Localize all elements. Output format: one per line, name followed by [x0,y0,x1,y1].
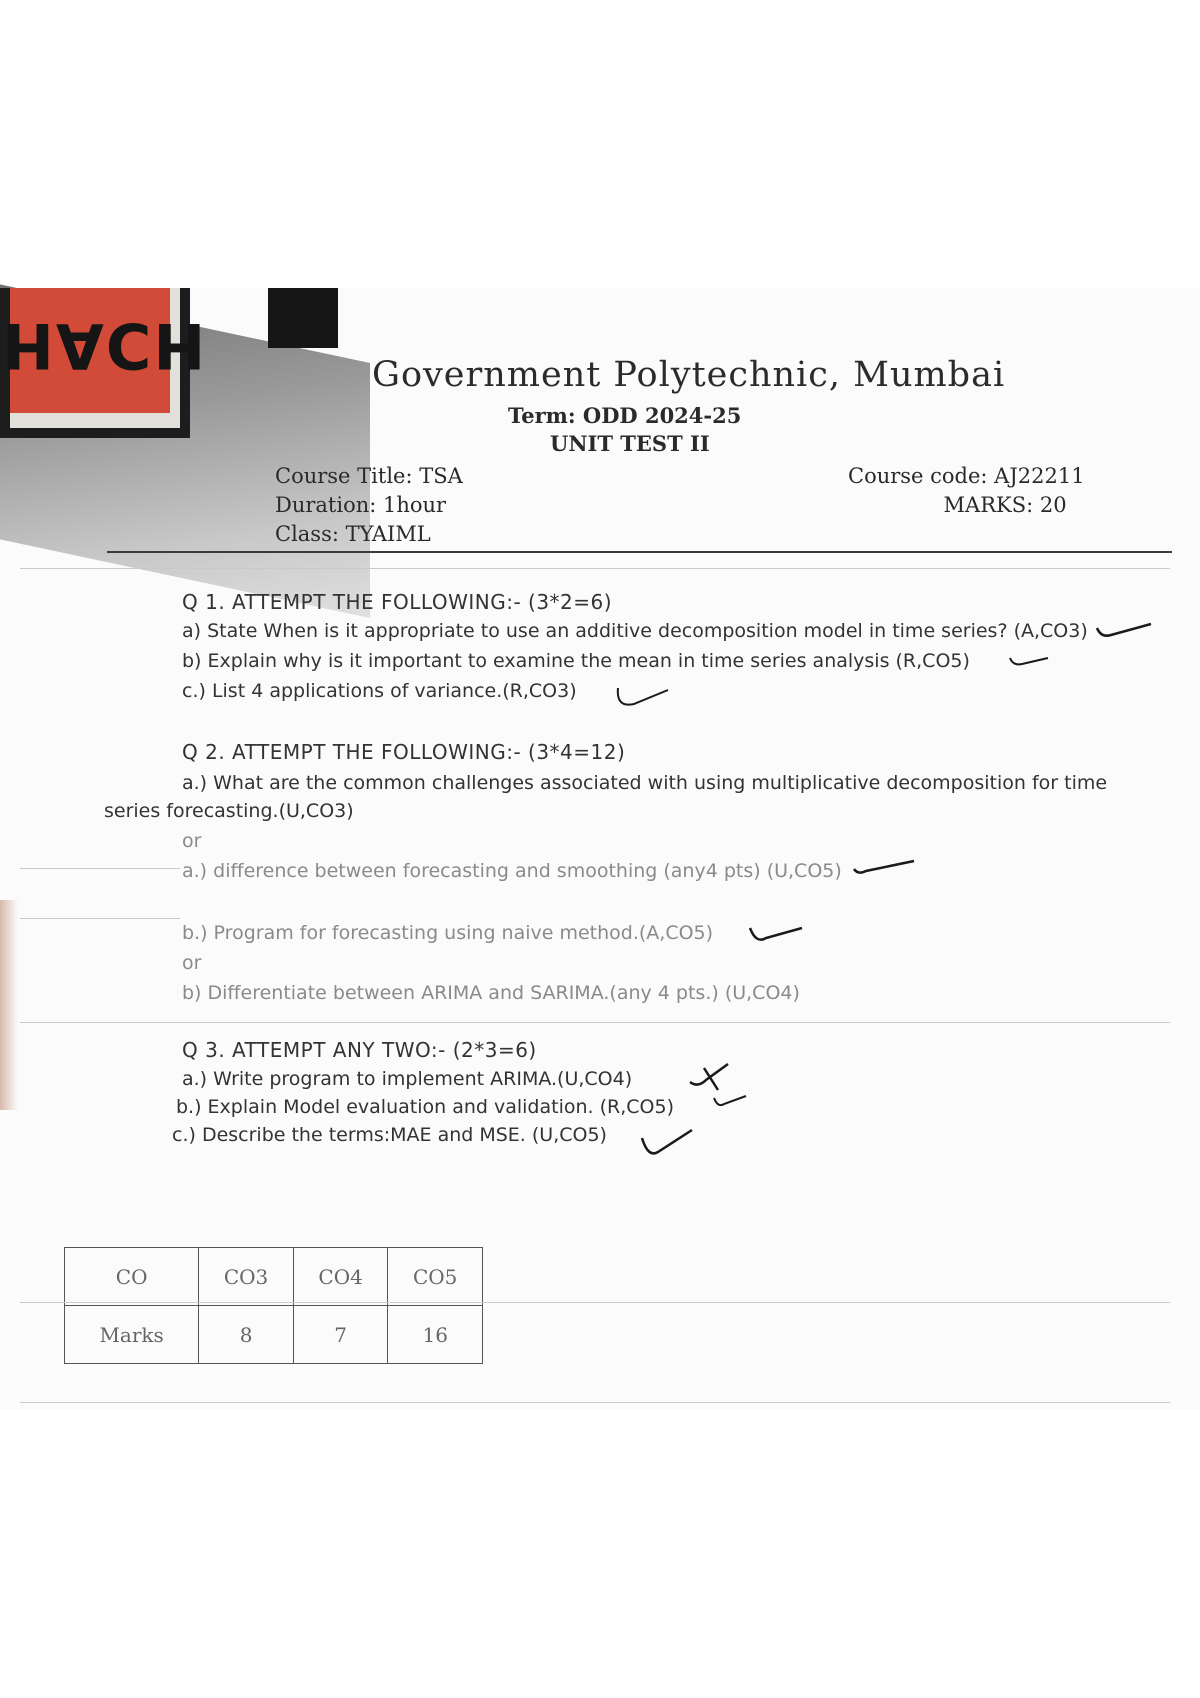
cross-icon [688,1062,732,1092]
checkmark-icon [748,922,804,946]
table-cell: 7 [293,1306,388,1364]
q3-item-c: c.) Describe the terms:MAE and MSE. (U,CO5) [172,1124,607,1146]
term: Term: ODD 2024-25 [508,403,742,428]
table-row [65,1306,483,1364]
table-cell: CO3 [199,1248,294,1306]
q3-item-b: b.) Explain Model evaluation and validation. (R,CO5) [176,1096,674,1118]
q1-heading: Q 1. ATTEMPT THE FOLLOWING:- (3*2=6) [182,590,613,614]
max-marks: MARKS: 20 [943,493,1067,517]
q3-heading: Q 3. ATTEMPT ANY TWO:- (2*3=6) [182,1038,537,1062]
q1-item-b: b) Explain why is it important to examine the mean in time series analysis (R,CO5) [182,650,970,672]
table-cell: CO5 [388,1248,483,1306]
q2-item-a-line1: a.) What are the common challenges associated with using multiplicative decomposition for time [182,772,1108,794]
table-cell: 8 [199,1306,294,1364]
checkmark-icon [614,686,670,712]
q2-heading: Q 2. ATTEMPT THE FOLLOWING:- (3*4=12) [182,740,626,764]
table-cell: 16 [388,1306,483,1364]
checkmark-icon [1095,622,1155,644]
duration: Duration: 1hour [275,493,447,517]
institution-title: Government Polytechnic, Mumbai [372,355,1006,395]
checkmark-icon [712,1094,748,1114]
dark-slot [268,288,338,348]
checkmark-icon [852,857,916,879]
header-divider [107,551,1172,553]
checkmark-icon [640,1124,694,1160]
course-code: Course code: AJ22211 [848,464,1085,488]
book-cover [2,288,208,413]
course-meta-left [275,462,463,549]
table-cell: Marks [65,1306,199,1364]
q2-item-b-alt: b) Differentiate between ARIMA and SARIMA.(any 4 pts.) (U,CO4) [182,982,800,1004]
faint-line [20,568,1170,569]
course-title: Course Title: TSA [275,464,463,488]
q1-item-a: a) State When is it appropriate to use an additive decomposition model in time series? (A,CO3) [182,620,1088,642]
book-cover-text: HACH [2,309,208,382]
table-cell: CO4 [293,1248,388,1306]
q2-or-1: or [182,830,202,852]
table-row [65,1248,483,1306]
class: Class: TYAIML [275,522,431,546]
q2-item-a-line2: series forecasting.(U,CO3) [104,800,354,822]
course-meta-right [848,462,1085,520]
table-cell: CO [65,1248,199,1306]
checkmark-icon [1008,654,1050,672]
q2-item-a-alt: a.) difference between forecasting and smoothing (any4 pts) (U,CO5) [182,860,842,882]
q2-item-b: b.) Program for forecasting using naive method.(A,CO5) [182,922,714,944]
q3-item-a: a.) Write program to implement ARIMA.(U,CO4) [182,1068,633,1090]
left-edge-shadow [0,900,18,1110]
q1-item-c: c.) List 4 applications of variance.(R,CO3) [182,680,577,702]
test-name: UNIT TEST II [550,431,710,456]
q2-or-2: or [182,952,202,974]
co-marks-table [64,1247,483,1364]
book [0,288,208,438]
